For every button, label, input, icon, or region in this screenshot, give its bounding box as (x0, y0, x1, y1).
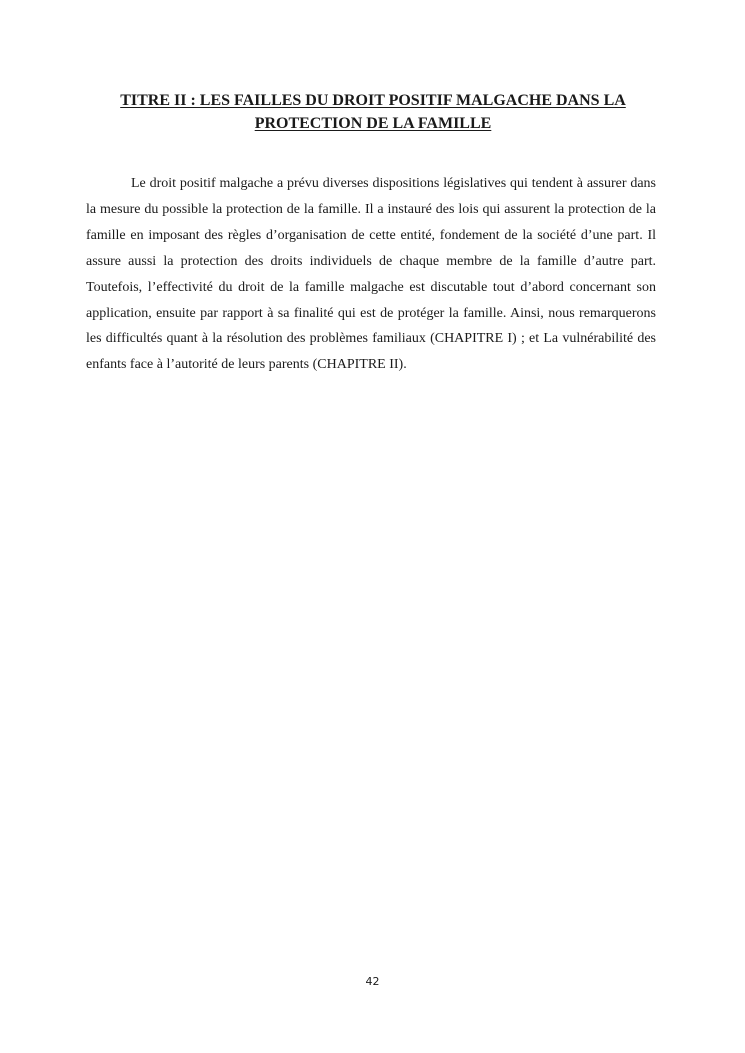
section-title (86, 89, 660, 135)
section-title-line-2: PROTECTION DE LA FAMILLE (254, 115, 492, 132)
body-paragraph: Le droit positif malgache a prévu diverses dispositions législatives qui tendent à assurer dans la mesure du possible la protection de la famille. Il a instauré des lois qui assurent la protection de la famille en imposant des règles d’organisation de cette entité, fondement de la société d’une part. Il assure aussi la protection des droits individuels de chaque membre de la famille d’autre part. Toutefois, l’effectivité du droit de la famille malgache est discutable tout d’abord concernant son application, ensuite par rapport à sa finalité qui est de protéger la famille. Ainsi, nous remarquerons les difficultés quant à la résolution des problèmes familiaux (CHAPITRE I) ; et La vulnérabilité des enfants face à l’autorité de leurs parents (CHAPITRE II). (86, 176, 656, 373)
section-title-line-1: TITRE II : LES FAILLES DU DROIT POSITIF MALGACHE DANS LA (120, 92, 626, 109)
page-number: 42 (365, 975, 380, 988)
